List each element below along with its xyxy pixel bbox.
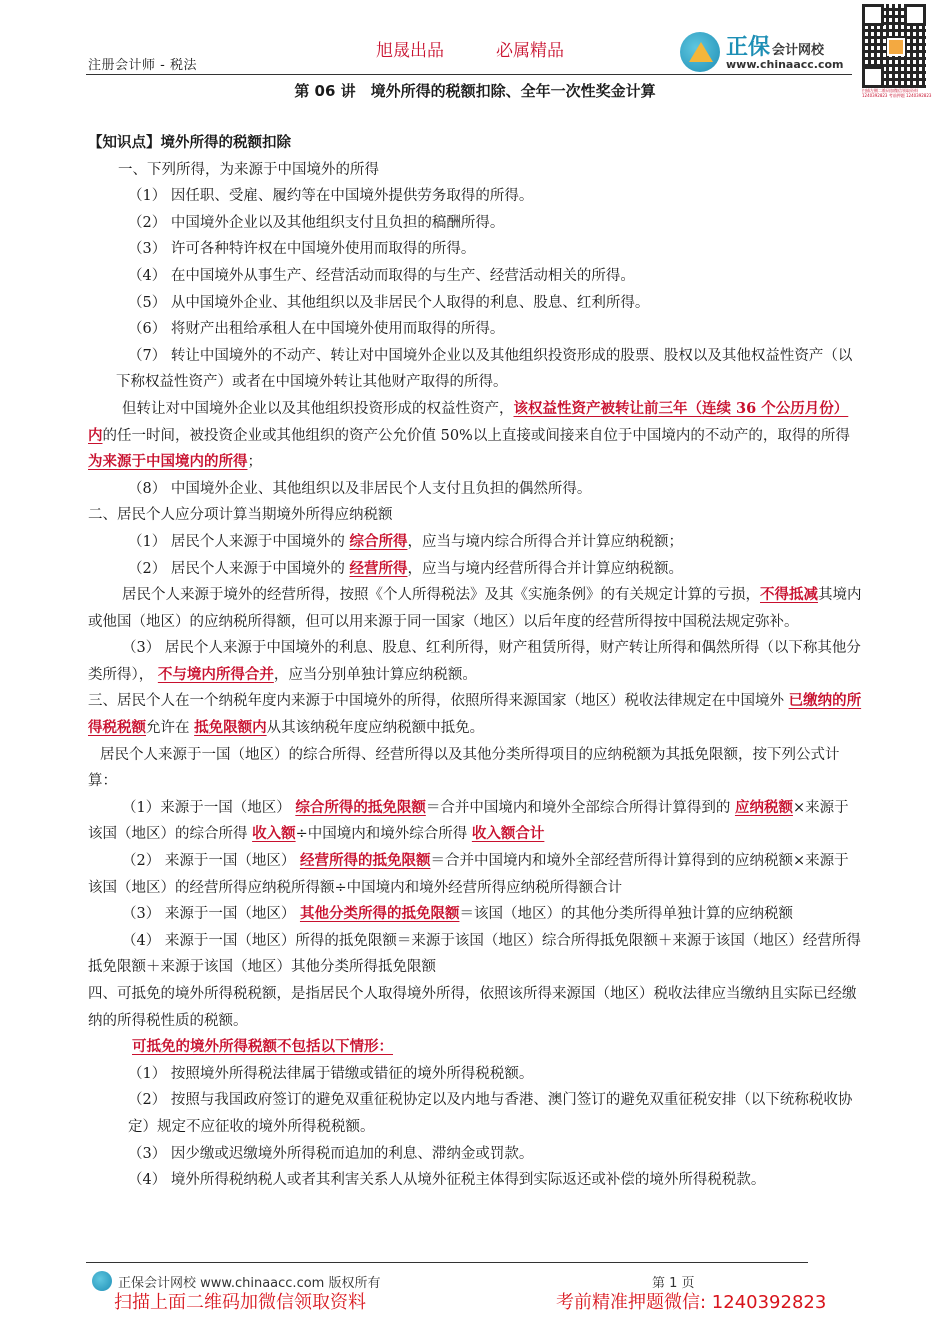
list-item: （1） 因任职、受雇、履约等在中国境外提供劳务取得的所得。: [128, 188, 534, 205]
highlight-text: 其他分类所得的抵免限额: [299, 905, 460, 923]
list-item: （2） 居民个人来源于中国境外的 经营所得，应当与境内经营所得合并计算应纳税额。: [128, 559, 683, 577]
highlight-text: 该权益性资产被转让前三年（连续 36 个公历月份）内: [88, 399, 849, 444]
list-item: （8） 中国境外企业、其他组织以及非居民个人支付且负担的偶然所得。: [128, 480, 592, 497]
header-divider: [86, 74, 852, 75]
brand-url: www.chinaacc.com: [726, 58, 844, 71]
brand-logo[interactable]: [680, 28, 855, 76]
highlight-text: 为来源于中国境内的所得: [88, 453, 248, 471]
lecture-title: 第 06 讲 境外所得的税额扣除、全年一次性奖金计算: [294, 82, 656, 100]
formula-item: （2） 来源于一国（地区） 经营所得的抵免限额＝合并中国境内和境外全部经营所得计算得到的应纳税额×来源于该国（地区）的经营所得应纳税所得额÷中国境内和境外经营所得应纳税所得额合计: [88, 852, 849, 896]
paragraph: 但转让对中国境外企业以及其他组织投资形成的权益性资产，该权益性资产被转让前三年（连续 36 个公历月份）内的任一时间，被投资企业或其他组织的资产公允价值 50%以上直接或间接来自位于中国境内的不动产的，取得的所得 为来源于中国境内的所得；: [88, 399, 850, 471]
list-item: （4） 境外所得税纳税人或者其利害关系人从境外征税主体得到实际返还或补偿的境外所得税税款。: [128, 1172, 766, 1189]
highlight-text: 经营所得: [349, 559, 408, 577]
highlight-heading: 可抵免的境外所得税额不包括以下情形：: [132, 1038, 393, 1056]
footer-divider: [86, 1262, 808, 1263]
highlight-text: 应纳税额: [734, 798, 793, 816]
formula-item: （3） 来源于一国（地区） 其他分类所得的抵免限额＝该国（地区）的其他分类所得单独计算的应纳税额: [122, 905, 793, 923]
highlight-text: 收入额合计: [471, 825, 545, 843]
list-item: （1） 按照境外所得税法律属于错缴或错征的境外所得税税额。: [128, 1065, 534, 1082]
list-item: （4） 在中国境外从事生产、经营活动而取得的与生产、经营活动相关的所得。: [128, 267, 635, 284]
brand-name: 正保 会计网校: [726, 35, 825, 60]
highlight-text: 已缴纳的所得税税额: [88, 692, 862, 737]
list-item: （6） 将财产出租给承租人在中国境外使用而取得的所得。: [128, 321, 505, 338]
highlight-text: 抵免限额内: [194, 719, 267, 737]
highlight-text: 不与境内所得合并: [157, 665, 274, 683]
footer-logo-icon: [92, 1271, 112, 1291]
section-heading: 【知识点】境外所得的税额扣除: [88, 135, 291, 151]
list-item: （5） 从中国境外企业、其他组织以及非居民个人取得的利息、股息、红利所得。: [128, 294, 650, 311]
footer-copyright: 正保会计网校 www.chinaacc.com 版权所有: [118, 1276, 381, 1291]
course-name: 注册会计师 - 税法: [88, 58, 197, 73]
list-item: （2） 中国境外企业以及其他组织支付且负担的稿酬所得。: [128, 214, 505, 231]
highlight-text: 经营所得的抵免限额: [299, 852, 431, 870]
list-item: （2） 按照与我国政府签订的避免双重征税协定以及内地与香港、澳门签订的避免双重征税安排（以下统称税收协定）规定不应征收的境外所得税税额。: [128, 1092, 853, 1135]
section-1-title: 一、下列所得，为来源于中国境外的所得: [118, 161, 379, 178]
highlight-text: 不得抵减: [760, 586, 818, 604]
promo-left: 扫描上面二维码加微信领取资料: [114, 1292, 366, 1313]
paragraph: 居民个人来源于境外的经营所得，按照《个人所得税法》及其《实施条例》的有关规定计算的亏损，不得抵减其境内或他国（地区）的应纳税所得额，但可以用来源于同一国家（地区）以后年度的经营所得按中国税法规定弥补。: [88, 586, 862, 630]
formula-item: （4） 来源于一国（地区）所得的抵免限额＝来源于该国（地区）综合所得抵免限额＋来源于该国（地区）经营所得抵免限额＋来源于该国（地区）其他分类所得抵免限额: [88, 932, 861, 976]
highlight-text: 综合所得的抵免限额: [295, 798, 426, 816]
document-body: [88, 130, 862, 1194]
slogan-right: 必属精品: [496, 41, 564, 61]
list-item: （3） 居民个人来源于中国境外的利息、股息、红利所得，财产租赁所得，财产转让所得和偶然所得（以下称其他分类所得）， 不与境内所得合并，应当分别单独计算应纳税额。: [88, 640, 861, 683]
highlight-text: 综合所得: [349, 532, 408, 550]
section-3-title: 三、居民个人在一个纳税年度内来源于中国境外的所得，依照所得来源国家（地区）税收法律规定在中国境外 已缴纳的所得税税额允许在 抵免限额内从其该纳税年度应纳税额中抵免。: [88, 692, 862, 737]
list-item: （7） 转让中国境外的不动产、转让对中国境外企业以及其他组织投资形成的股票、股权以及其他权益性资产（以下称权益性资产）或者在中国境外转让其他财产取得的所得。: [116, 347, 853, 391]
promo-right: 考前精准押题微信: 1240392823: [556, 1292, 827, 1313]
page-number: 第 1 页: [652, 1276, 695, 1291]
formula-item: （1）来源于一国（地区） 综合所得的抵免限额＝合并中国境内和境外全部综合所得计算得到的 应纳税额×来源于该国（地区）的综合所得 收入额÷中国境内和境外综合所得 收入额合计: [88, 798, 849, 843]
list-item: （3） 因少缴或迟缴境外所得税而追加的利息、滞纳金或罚款。: [128, 1145, 534, 1162]
section-4-title: 四、可抵免的境外所得税税额，是指居民个人取得境外所得，依照该所得来源国（地区）税收法律应当缴纳且实际已经缴纳的所得税性质的税额。: [88, 986, 857, 1029]
list-item: （1） 居民个人来源于中国境外的 综合所得，应当与境内综合所得合并计算应纳税额；: [128, 532, 683, 550]
paragraph: 居民个人来源于一国（地区）的综合所得、经营所得以及其他分类所得项目的应纳税额为其抵免限额，按下列公式计算：: [88, 746, 840, 790]
list-item: （3） 许可各种特许权在中国境外使用而取得的所得。: [128, 241, 476, 258]
slogan-left: 旭晟出品: [376, 41, 444, 61]
qr-code-icon: [862, 4, 926, 88]
brand-logo-icon: [680, 32, 720, 72]
section-2-title: 二、居民个人应分项计算当期境外所得应纳税额: [88, 507, 393, 524]
qr-note: 扫描左侧二维码加微信领取资料 1240392823 考前押题 1240392823: [862, 88, 932, 98]
highlight-text: 收入额: [252, 825, 296, 843]
